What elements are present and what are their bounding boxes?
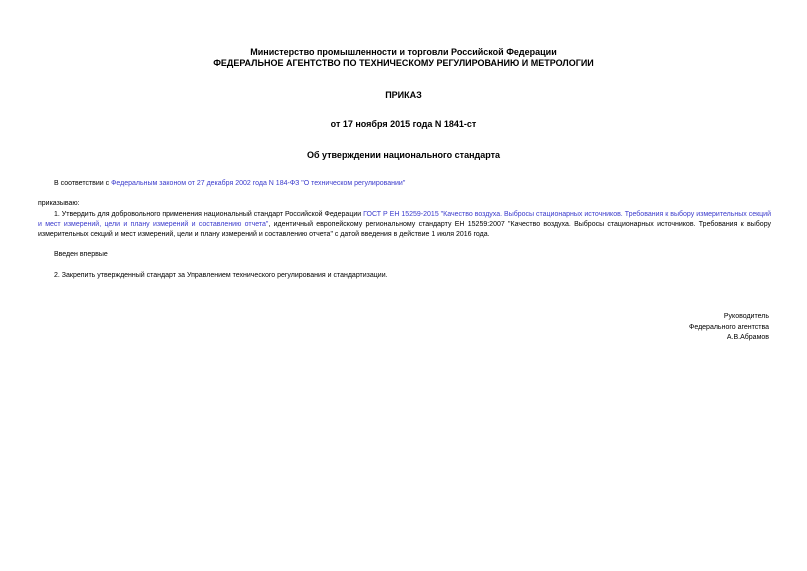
preamble-paragraph xyxy=(54,179,769,189)
standard-link[interactable]: ГОСТ Р ЕН 15259-2015 "Качество воздуха. Выбросы стационарных источников. Требования к выбору измерительных секций и мест измерений, цели и плану измерений и составлению отчета" xyxy=(38,211,771,228)
item-2-paragraph: 2. Закрепить утвержденный стандарт за Управлением технического регулирования и стандартизации. xyxy=(54,272,388,279)
document-date: от 17 ноября 2015 года N 1841-ст xyxy=(330,119,477,129)
item-1-paragraph xyxy=(38,210,771,240)
introduced-note: Введен впервые xyxy=(54,251,108,258)
item-1-suffix: , идентичный европейскому региональному стандарту ЕН 15259:2007 "Качество воздуха. Выбросы стационарных источников. Требования к выбору измерительных секций и мест измерений, цели и плану измерений и составлению отчета" с датой введения в действие 1 июля 2016 года. xyxy=(38,221,772,238)
order-word: приказываю: xyxy=(38,200,80,207)
agency-title: ФЕДЕРАЛЬНОЕ АГЕНТСТВО ПО ТЕХНИЧЕСКОМУ РЕГУЛИРОВАНИЮ И МЕТРОЛОГИИ xyxy=(213,58,594,68)
document-type: ПРИКАЗ xyxy=(385,90,422,100)
signature-position: Руководитель xyxy=(723,313,769,320)
item-1-prefix: 1. Утвердить для добровольного применения национальный стандарт Российской Федерации xyxy=(54,211,364,218)
signature-agency: Федерального агентства xyxy=(689,324,769,331)
ministry-title: Министерство промышленности и торговли Российской Федерации xyxy=(250,47,557,57)
signature-name: А.В.Абрамов xyxy=(726,334,769,341)
document-subject: Об утверждении национального стандарта xyxy=(306,150,501,160)
preamble-prefix: В соответствии с xyxy=(54,180,112,187)
federal-law-link[interactable]: Федеральным законом от 27 декабря 2002 года N 184-ФЗ "О техническом регулировании" xyxy=(111,180,406,187)
